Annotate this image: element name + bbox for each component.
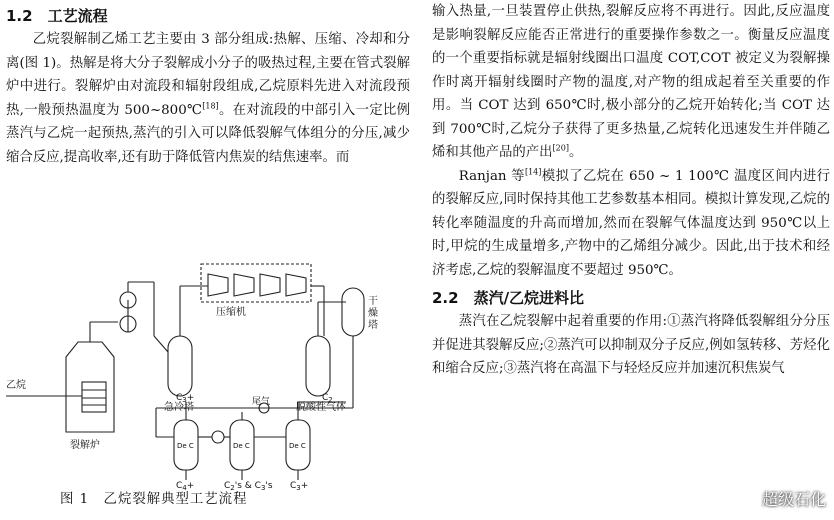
de-c-label: De C [177,442,194,450]
ethane-label: 乙烷 [6,380,26,391]
furnace-coil [82,382,106,412]
right-paragraph-3: 蒸汽在乙烷裂解中起着重要的作用:①蒸汽将降低裂解组分分压并促进其裂解反应;②蒸汽可以抑制双分子反应,例如氢转移、芳烃化和缩合反应;③蒸汽将在高温下与轻烃反应并加速沉积焦炭气 [432,314,830,376]
c2s-c3s-label: $C_2's$ & $C_3's$ [224,481,273,492]
quench-label: 急冷塔 [164,402,194,413]
deacid-tower [306,336,330,396]
right-column [432,0,830,381]
compressor-stage [260,274,280,296]
quench-tower [168,336,192,396]
figure-caption: 图 1 乙烷裂解典型工艺流程 [60,492,248,507]
process-flow-figure [6,262,406,492]
c4plus-label: $C_4+$ [176,481,195,492]
dryer-tower [342,288,364,336]
furnace-shape [66,342,114,432]
tail-gas-label: 尾气 [252,397,271,407]
citation-14[interactable]: [14] [524,167,542,177]
flow-diagram [6,262,406,492]
citation-18[interactable]: [18] [202,101,219,111]
right-paragraph-1: 输入热量,一旦装置停止供热,裂解反应将不再进行。因此,反应温度是影响裂解反应能否正常进行的重要操作参数之一。衡量反应温度的一个重要指标就是辐射线圈出口温度 COT,COT 被定义为裂解操作时离开辐射线圈时产物的温度,对产物的组成起着至关重要的作用。当 COT 达到 650℃时,极小部分的乙烷开始转化;当 COT 达到 700℃时,乙烷分子获得了更多热量,乙烷转化迅速发生并伴随乙烯和其他产品的产出[20]。 [432,4,830,160]
compressor-stage [234,274,254,296]
dryer-label: 干燥塔 [368,296,378,331]
compressor-stage [286,274,306,296]
furnace-label: 裂解炉 [70,440,100,451]
de-c-label: De C [233,442,250,450]
watermark: 超级石化 [761,490,826,509]
section-heading-1-2: 1.2 工艺流程 [6,7,108,25]
citation-20[interactable]: [20] [552,143,569,153]
c3plus-top-label: $C_3+$ [176,393,195,404]
de-c-label: De C [289,442,306,450]
left-paragraph: 乙烷裂解制乙烯工艺主要由 3 部分组成:热解、压缩、冷却和分离(图 1)。热解是将大分子裂解成小分子的吸热过程,主要在管式裂解炉中进行。裂解炉由对流段和辐射段组成,乙烷原料先进入对流段预热,一般预热温度为 500~800℃[18]。在对流段的中部引入一定比例蒸汽与乙烷一起预热,蒸汽的引入可以降低裂解气体组分的分压,减少缩合反应,提高收率,还有助于降低管内焦炭的结焦速率。而 [6,32,410,165]
c2-label: $C_2$ [322,393,333,404]
deacid-label: 脱酸性气体 [296,402,346,413]
c3plus-label: $C_3+$ [290,481,309,492]
compressor-box [201,264,311,302]
right-paragraph-2: Ranjan 等[14]模拟了乙烷在 650 ~ 1 100℃ 温度区间内进行的裂解反应,同时保持其他工艺参数基本相同。模拟计算发现,乙烷的转化率随温度的升高而增加,然而在裂解气体温度达到 950℃以上时,甲烷的生成量增多,产物中的乙烯组分减少。因此,出于技术和经济考虑,乙烷的裂解温度不要超过 950℃。 [432,167,830,278]
compressor-stage [208,274,228,296]
exchanger-small [212,431,224,443]
left-column [6,0,410,169]
compressor-label: 压缩机 [216,307,246,318]
section-heading-2-2: 2.2 蒸汽/乙烷进料比 [432,289,585,307]
